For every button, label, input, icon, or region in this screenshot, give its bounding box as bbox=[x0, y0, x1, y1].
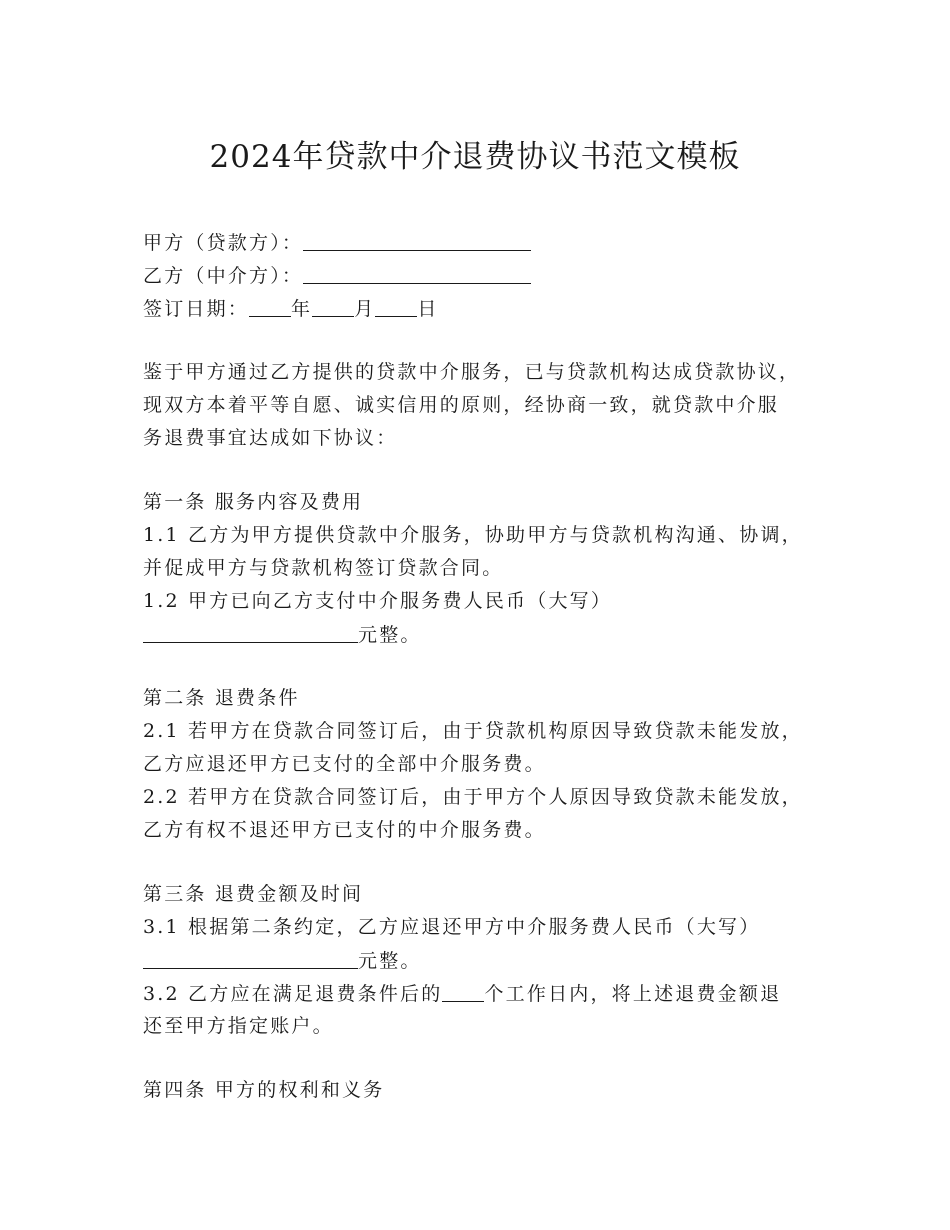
days-suffix: 个工作日内，将上述退费金额退 bbox=[484, 983, 782, 1005]
article2-heading: 第二条 退费条件 bbox=[143, 687, 300, 709]
article2-line: 乙方应退还甲方已支付的全部中介服务费。 bbox=[143, 753, 546, 775]
spacer bbox=[143, 455, 843, 486]
article1-line: 1.2 甲方已向乙方支付中介服务费人民币（大写） bbox=[143, 590, 613, 612]
sign-date-line bbox=[143, 292, 843, 325]
spacer bbox=[143, 847, 843, 878]
article2-line: 2.1 若甲方在贷款合同签订后，由于贷款机构原因导致贷款未能发放， bbox=[143, 720, 803, 742]
days-prefix: 3.2 乙方应在满足退费条件后的 bbox=[143, 983, 443, 1005]
document-title: 2024年贷款中介退费协议书范文模板 bbox=[209, 139, 741, 175]
service-fee-blank bbox=[143, 618, 358, 643]
article1-heading: 第一条 服务内容及费用 bbox=[143, 491, 364, 513]
article3-amount-line bbox=[143, 944, 843, 977]
party-b-line bbox=[143, 259, 843, 292]
party-a-label: 甲方（贷款方）： bbox=[143, 232, 304, 254]
day-label: 日 bbox=[417, 298, 439, 320]
article2-line: 乙方有权不退还甲方已支付的中介服务费。 bbox=[143, 819, 546, 841]
sign-date-label: 签订日期： bbox=[143, 298, 250, 320]
preamble-line: 务退费事宜达成如下协议： bbox=[143, 427, 398, 449]
article2-line: 2.2 若甲方在贷款合同签订后，由于甲方个人原因导致贷款未能发放， bbox=[143, 786, 803, 808]
article3-days-line bbox=[143, 977, 843, 1010]
spacer bbox=[143, 325, 843, 356]
party-b-label: 乙方（中介方）： bbox=[143, 265, 304, 287]
article1-amount-line bbox=[143, 618, 843, 651]
workdays-blank bbox=[442, 977, 484, 1002]
article1-line: 并促成甲方与贷款机构签订贷款合同。 bbox=[143, 557, 504, 579]
day-blank bbox=[375, 292, 417, 317]
article3-line: 3.1 根据第二条约定，乙方应退还甲方中介服务费人民币（大写） bbox=[143, 916, 761, 938]
refund-amount-blank bbox=[143, 944, 358, 969]
spacer bbox=[143, 1043, 843, 1074]
amount-suffix: 元整。 bbox=[358, 624, 422, 646]
document-body bbox=[143, 226, 843, 1107]
amount-suffix: 元整。 bbox=[358, 950, 422, 972]
month-blank bbox=[312, 292, 354, 317]
year-blank bbox=[249, 292, 291, 317]
article4-heading: 第四条 甲方的权利和义务 bbox=[143, 1079, 385, 1101]
spacer bbox=[143, 651, 843, 682]
month-label: 月 bbox=[354, 298, 376, 320]
party-b-blank bbox=[303, 259, 531, 284]
party-a-blank bbox=[303, 226, 531, 251]
article3-heading: 第三条 退费金额及时间 bbox=[143, 883, 364, 905]
preamble-line: 现双方本着平等自愿、诚实信用的原则，经协商一致，就贷款中介服 bbox=[143, 394, 780, 416]
year-label: 年 bbox=[291, 298, 313, 320]
party-a-line bbox=[143, 226, 843, 259]
article1-line: 1.1 乙方为甲方提供贷款中介服务，协助甲方与贷款机构沟通、协调， bbox=[143, 524, 803, 546]
preamble-line: 鉴于甲方通过乙方提供的贷款中介服务，已与贷款机构达成贷款协议， bbox=[143, 361, 801, 383]
article3-line: 还至甲方指定账户。 bbox=[143, 1015, 334, 1037]
